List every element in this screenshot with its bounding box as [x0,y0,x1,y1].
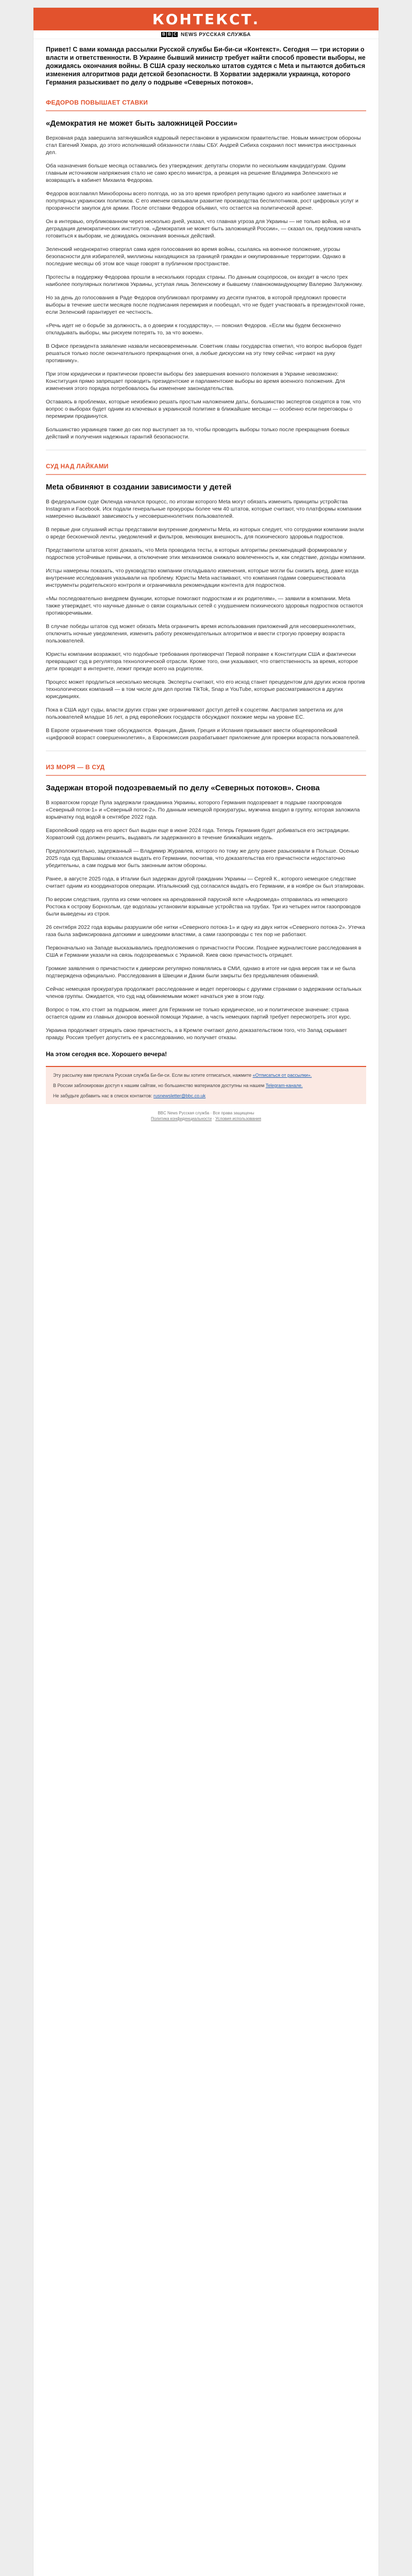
bbc-letter: C [173,32,178,37]
story-paragraph: Верховная рада завершила затянувшийся кадровый перестановки в украинском правительстве. Новым министром обороны стал Евгений Хмара, до этого исполнявший обязанности главы СБУ. Андрей Сибиха сохранил пост министра иностранных дел. [46,135,361,156]
story-paragraph: При этом юридически и практически провести выборы без завершения военного положения в Украине невозможно: Конституция прямо запрещает проводить президентские и парламентские выборы во время военного положения. Для изменения этого порядка потребовалось бы изменение законодательства. [46,371,345,392]
story-paragraph: В Офисе президента заявление назвали несвоевременным. Советник главы государства отметил, что вопрос выборов будет решаться только после окончательного прекращения огня, а любые дискуссии на эту тему сейчас «играют на руку противнику». [46,343,363,364]
story-paragraph: Оставаясь в проблемах, которые неизбежно решать простым наложением даты, большинство экспертов сходятся в том, что вопрос о выборах будет одним из ключевых в украинской политике в ближайшие месяцы — особенно если переговоры о перемирии продвинутся. [46,399,362,419]
story-paragraph: Протесты в поддержку Федорова прошли в нескольких городах страны. По данным соцопросов, он входит в число трех наиболее популярных политиков Украины, уступая лишь Зеленскому и бывшему главнокомандующему Валерию Залужному. [46,274,363,287]
story-paragraph: 26 сентября 2022 года взрывы разрушили обе нитки «Северного потока-1» и одну из двух ниток «Северного потока-2». Утечка газа была зафиксирована датскими и шведскими властями, а сами газопроводы с тех пор не работают. [46,924,365,938]
story-paragraph: Федоров возглавлял Минобороны всего полгода, но за это время приобрел репутацию одного из наиболее заметных и популярных украинских политиков. С его именем связывали развитие производства беспилотников, рост цифровых услуг и прозрачности закупок для армии. После отставки Федоров объявил, что остается на политической арене. [46,191,358,211]
kontekst-logo[interactable]: КОНТЕКСТ. [152,10,260,28]
section-kicker: СУД НАД ЛАЙКАМИ [46,463,109,470]
section-kicker: ИЗ МОРЯ — В СУД [46,764,105,771]
story-section [46,764,366,1041]
story-paragraph: В первые дни слушаний истцы представили внутренние документы Meta, из которых следует, что сотрудники компании знали о вреде бесконечной ленты, уведомлений и фильтров, меняющих внешность, для психического здоровья подростков. [46,527,364,540]
section-kicker: ФЕДОРОВ ПОВЫШАЕТ СТАВКИ [46,99,148,106]
story-paragraph: Процесс может продлиться несколько месяцев. Эксперты считают, что его исход станет прецедентом для других исков против технологических компаний — в том числе для дел против TikTok, Snap и YouTube, которые рассматриваются в других юрисдикциях. [46,679,365,700]
footer-unsubscribe [53,1072,359,1078]
story-paragraph: Громкие заявления о причастности к диверсии регулярно появлялись в СМИ, однако в итоге ни одна версия так и не была подтверждена официально. Расследования в Швеции и Дании были закрыты без предъявления обвинений. [46,965,356,979]
story-paragraph: В Европе ограничения тоже обсуждаются. Франция, Дания, Греция и Испания призывают ввести общеевропейский «цифровой возраст совершеннолетия», а Еврокомиссия разрабатывает приложение для проверки возраста пользователей. [46,727,360,741]
story-headline: Задержан второй подозреваемый по делу «Северных потоков». Снова [46,784,320,792]
story-paragraph: Пока в США идут суды, власти других стран уже ограничивают доступ детей к соцсетям. Австралия запретила их для пользователей младше 16 лет, а ряд европейских государств обсуждают похожие меры на уровне ЕС. [46,707,343,720]
section-divider [46,110,366,111]
unsubscribe-link[interactable]: «Отписаться от рассылки». [252,1073,312,1078]
legal-footer: BBC News Русская служба · Все права защищены Политика конфиденциальности · Условия использования [33,1104,379,1127]
lead-paragraph: Привет! С вами команда рассылки Русской службы Би-би-си «Контекст». Сегодня — три истории о власти и ответственности. В Украине бывший министр требует найти способ провести выборы, не дожидаясь окончания войны. В США сразу несколько штатов судятся с Meta и пытаются добиться изменения алгоритмов ради детской безопасности. В Хорватии задержали украинца, которого Германия разыскивает по делу о подрыве «Северных потоков». [46,46,366,86]
telegram-link[interactable]: Telegram-канале. [265,1083,303,1088]
story-paragraph: Зеленский неоднократно отвергал сама идея голосования во время войны, ссылаясь на военное положение, угрозы безопасности для избирателей, миллионы находящихся за границей граждан и оккупированные территории. Однако в последние месяцы об этом все чаще говорят в публичном пространстве. [46,246,346,267]
story-paragraph: По версии следствия, группа из семи человек на арендованной парусной яхте «Андромеда» отправилась из немецкого Ростока к острову Борнхольм, где водолазы установили взрывные устройства на трубах. Три из четырех ниток газопроводов были выведены из строя. [46,896,361,917]
story-paragraph: В случае победы штатов суд может обязать Meta ограничить время использования приложений для несовершеннолетних, отключить ночные уведомления, изменить работу рекомендательных алгоритмов и ввести строгую проверку возраста пользователей. [46,623,356,644]
story-paragraph: Представители штатов хотят доказать, что Meta проводила тесты, в которых алгоритмы рекомендаций формировали у подростков устойчивые привычки, а отключение этих механизмов снижало вовлеченность и, как следствие, доходы компании. [46,547,366,561]
story-paragraph: «Мы последовательно внедряем функции, которые помогают подросткам и их родителям», — заявили в компании. Meta также утверждает, что научные данные о связи социальных сетей с ухудшением психического здоровья подростков остаются противоречивыми. [46,596,363,616]
story-paragraph: В федеральном суде Окленда начался процесс, по итогам которого Meta могут обязать изменить принципы устройства Instagram и Facebook. Иск подали генеральные прокуроры более чем 40 штатов, которые считают, что платформы компании намеренно вызывают зависимость у несовершеннолетних пользователей. [46,499,362,519]
story-headline: «Демократия не может быть заложницей России» [46,119,238,128]
section-divider [46,775,366,776]
sign-off: На этом сегодня все. Хорошего вечера! [46,1050,167,1058]
story-paragraph: Оба назначения больше месяца оставались без утверждения: депутаты спорили по нескольким кандидатурам. Одним главным источником напряжения стало не само кресло министра, а реакция на решение Владимира Зеленского не возвращать в кабинет Михаила Федорова. [46,163,346,183]
bbc-letter: B [167,32,172,37]
story-paragraph: В хорватском городе Пула задержали гражданина Украины, которого Германия подозревает в подрыве газопроводов «Северный поток-1» и «Северный поток-2». По данным немецкой прокуратуры, мужчина входил в группу, которая заложила взрывчатку под водой в сентябре 2022 года. [46,800,360,820]
footer-contact [53,1093,359,1099]
stories [46,99,366,1041]
story-paragraph: Он в интервью, опубликованном через несколько дней, указал, что главная угроза для Украины — не только война, но и деградация демократических институтов. «Демократия не может быть заложницей России», — сказал он, предложив начать готовиться к выборам, не дожидаясь окончания военных действий. [46,218,362,239]
story-paragraph: Ранее, в августе 2025 года, в Италии был задержан другой гражданин Украины — Сергей К., которого немецкое следствие считает одним из координаторов операции. Итальянский суд согласился выдать его Германии, и в ноябре он был этапирован. [46,876,365,889]
story-paragraph: Первоначально на Западе высказывались предположения о причастности России. Позднее журналистские расследования в США и Германии указали на связь подозреваемых с Украиной. Киев свою причастность отрицает. [46,945,362,958]
newsletter-content [33,45,379,1058]
story-paragraph: Юристы компании возражают, что подобные требования противоречат Первой поправке к Конституции США и фактически превращают суд в регулятора технологической отрасли. Кроме того, они указывают, что ответственность за время, которое дети проводят в интернете, лежит прежде всего на родителях. [46,651,358,672]
newsletter-sheet [33,7,379,2576]
footer-telegram [53,1082,359,1089]
footer-text: Эту рассылку вам прислала Русская служба Би-би-си. Если вы хотите отписаться, нажмите [53,1073,252,1078]
privacy-link[interactable]: Политика конфиденциальности [151,1116,212,1121]
bbc-service-name: NEWS РУССКАЯ СЛУЖБА [180,31,251,38]
story-paragraph: Сейчас немецкая прокуратура продолжает расследование и ведет переговоры с другими странами о задержании остальных членов группы. Ожидается, что суд над обвиняемыми может начаться уже в этом году. [46,986,362,999]
story-paragraph: Европейский ордер на его арест был выдан еще в июне 2024 года. Теперь Германия будет добиваться его экстрадиции. Хорватский суд должен решить, выдавать ли задержанного в течение ближайших недель. [46,827,350,841]
story-section [46,463,366,751]
section-divider [46,474,366,475]
story-paragraph: Вопрос о том, кто стоит за подрывом, имеет для Германии не только юридическое, но и политическое значение: страна остается одним из главных доноров военной помощи Украине, а часть немецких партий требует пересмотреть этот курс. [46,1007,351,1020]
story-paragraph: Украина продолжает отрицать свою причастность, а в Кремле считают дело доказательством того, что Запад скрывает правду. Россия требует допустить ее к расследованию, но получает отказы. [46,1027,347,1041]
footer-text: В России заблокирован доступ к нашим сайтам, но большинство материалов доступны на нашем [53,1083,265,1088]
story-section [46,99,366,450]
story-paragraph: Истцы намерены показать, что руководство компании откладывало изменения, которые могли бы снизить вред, даже когда внутренние исследования указывали на проблему. Юристы Meta настаивают, что компания годами совершенствовала инструменты родительского контроля и ограничивала рекомендации контента для подростков. [46,568,359,588]
story-paragraph: Большинство украинцев также до сих пор выступает за то, чтобы проводить выборы только после прекращения боевых действий и получения надежных гарантий безопасности. [46,427,350,440]
contact-email-link[interactable]: rusnewsletter@bbc.co.uk [153,1093,206,1098]
bbc-logo-icon [161,32,178,37]
footer-text: Не забудьте добавить нас в список контактов: [53,1093,152,1098]
bbc-brand-bar [33,30,379,39]
masthead [33,8,379,30]
footer-box [46,1066,366,1104]
legal-line: BBC News Русская служба · Все права защищены [158,1111,254,1115]
story-paragraph: Предположительно, задержанный — Владимир Журавлев, которого по тому же делу ранее разыскивали в Польше. Осенью 2025 года суд Варшавы отказался выдать его Германии, посчитав, что доказательства его причастности недостаточно убедительны, а сам подрыв мог быть законным актом обороны. [46,848,359,869]
terms-link[interactable]: Условия использования [215,1116,261,1121]
bbc-letter: B [161,32,166,37]
story-headline: Meta обвиняют в создании зависимости у детей [46,483,232,492]
story-paragraph: «Речь идет не о борьбе за должность, а о доверии к государству», — пояснил Федоров. «Если мы будем бесконечно откладывать выборы, мы рискуем потерять то, за что воюем». [46,323,341,336]
story-paragraph: Но за день до голосования в Раде Федоров опубликовал программу из десяти пунктов, в которой предложил провести выборы в течение шести месяцев после подписания перемирия и пообещал, что не будет участвовать в президентской гонке, если Зеленский гарантирует ее честность. [46,295,365,315]
